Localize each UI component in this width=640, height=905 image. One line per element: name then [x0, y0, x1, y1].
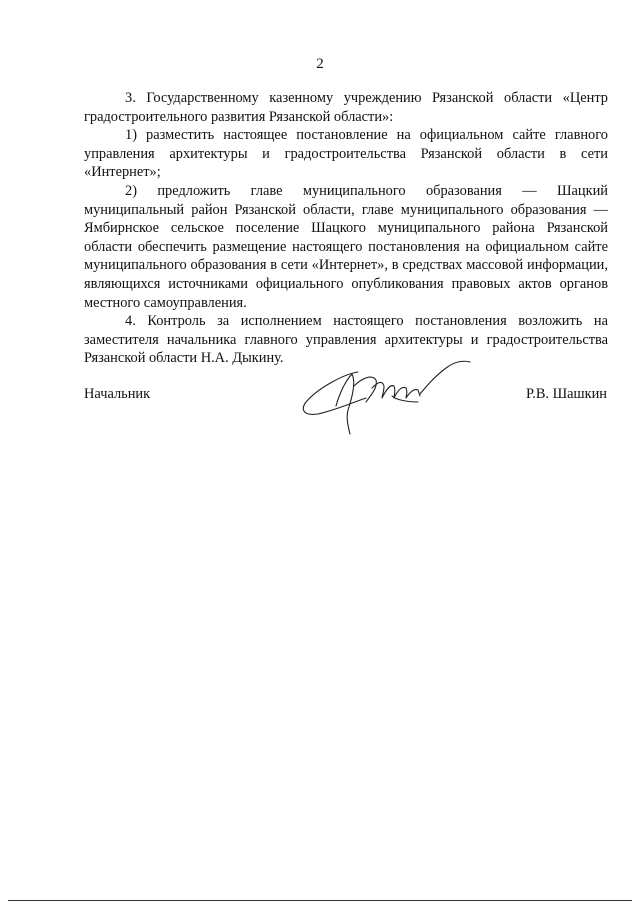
handwritten-signature-icon	[296, 358, 476, 440]
paragraph-subitem-1: 1) разместить настоящее постановление на официальном сайте главного управления архитектуры и градостроительства Рязанской области в сети «Интернет»;	[84, 127, 608, 181]
paragraph-item-3: 3. Государственному казенному учреждению Рязанской области «Центр градостроительного развития Рязанской области»:	[84, 90, 608, 125]
document-body	[84, 89, 608, 368]
page-bottom-rule	[8, 900, 632, 901]
paragraph-subitem-2: 2) предложить главе муниципального образования — Шацкий муниципальный район Рязанской области, главе муниципального образования — Ямбирнское сельское поселение Шацкого муниципального района Рязанской области обеспечить размещение настоящего постановления на официальном сайте муниципального образования в сети «Интернет», в средствах массовой информации, являющихся источниками официального опубликования правовых актов органов местного самоуправления.	[84, 182, 608, 311]
paragraph-item-4: 4. Контроль за исполнением настоящего постановления возложить на заместителя начальника главного управления архитектуры и градостроительства Рязанской области Н.А. Дыкину.	[84, 313, 608, 367]
signatory-title: Начальник	[84, 386, 151, 402]
signatory-name: Р.В. Шашкин	[526, 386, 607, 402]
page-number: 2	[316, 56, 324, 72]
